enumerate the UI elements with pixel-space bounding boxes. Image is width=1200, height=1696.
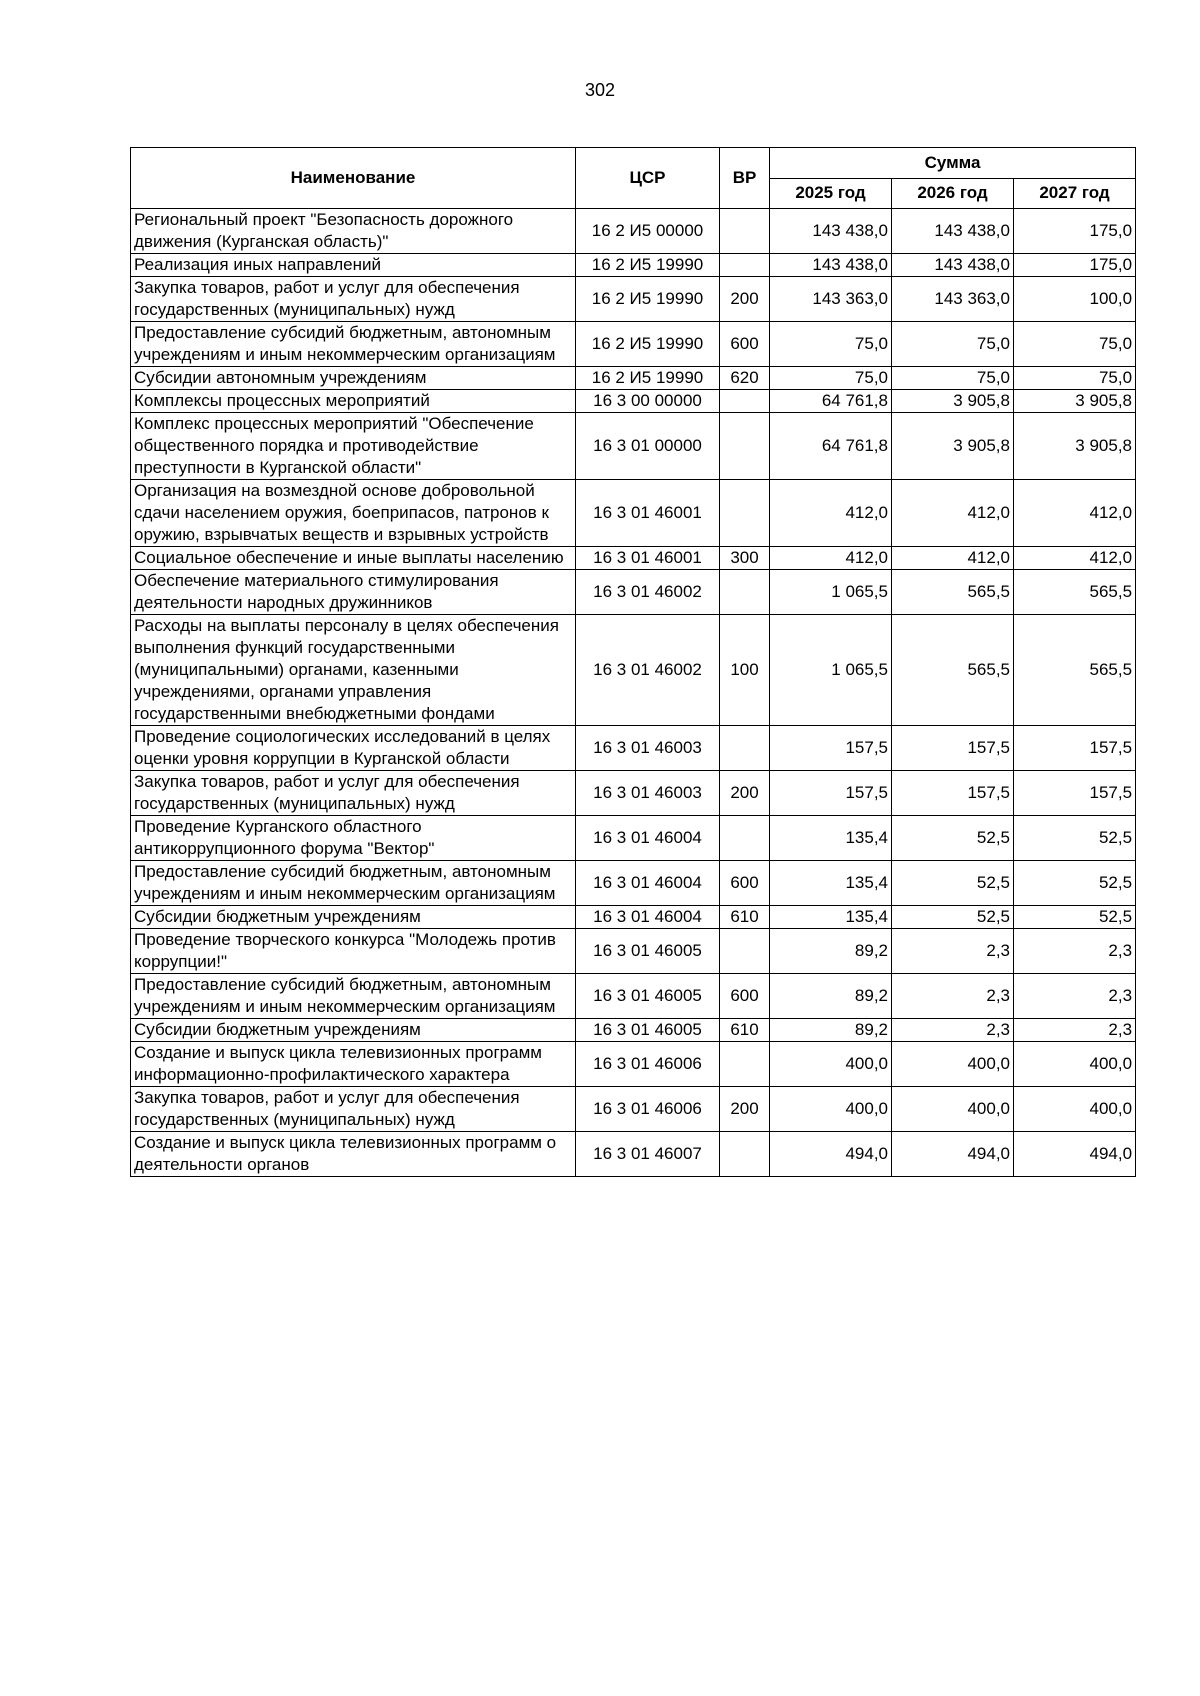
- table-row: [131, 861, 1136, 906]
- row-value-2026: 412,0: [892, 547, 1014, 570]
- table-row: [131, 413, 1136, 480]
- row-name: Субсидии бюджетным учреждениям: [131, 1019, 576, 1042]
- row-csr: 16 2 И5 00000: [576, 209, 720, 254]
- row-csr: 16 3 01 46001: [576, 547, 720, 570]
- page-number: 302: [584, 80, 616, 100]
- table-row: [131, 209, 1136, 254]
- table-body: [131, 209, 1136, 1177]
- row-value-2027: 75,0: [1014, 322, 1136, 367]
- row-value-2025: 89,2: [770, 929, 892, 974]
- table-row: [131, 367, 1136, 390]
- row-value-2027: 3 905,8: [1014, 413, 1136, 480]
- row-value-2026: 52,5: [892, 861, 1014, 906]
- row-value-2025: 64 761,8: [770, 390, 892, 413]
- row-name: Закупка товаров, работ и услуг для обеспечения государственных (муниципальных) нужд: [131, 277, 576, 322]
- header-year-2025: 2025 год: [770, 178, 892, 209]
- row-vr: [720, 1132, 770, 1177]
- row-value-2025: 1 065,5: [770, 615, 892, 726]
- row-csr: 16 3 01 46005: [576, 1019, 720, 1042]
- table-row: [131, 1132, 1136, 1177]
- row-vr: 200: [720, 771, 770, 816]
- row-vr: 100: [720, 615, 770, 726]
- row-value-2027: 157,5: [1014, 771, 1136, 816]
- row-value-2025: 135,4: [770, 816, 892, 861]
- row-name: Расходы на выплаты персоналу в целях обеспечения выполнения функций государственными (муниципальными) органами, казенными учреждениями, органами управления государственными внебюджетными фондами: [131, 615, 576, 726]
- table-row: [131, 615, 1136, 726]
- row-value-2026: 2,3: [892, 1019, 1014, 1042]
- row-value-2026: 75,0: [892, 322, 1014, 367]
- table-row: [131, 277, 1136, 322]
- table-row: [131, 570, 1136, 615]
- table-row: [131, 771, 1136, 816]
- table-row: [131, 726, 1136, 771]
- row-csr: 16 3 01 46004: [576, 861, 720, 906]
- row-csr: 16 3 00 00000: [576, 390, 720, 413]
- row-value-2025: 1 065,5: [770, 570, 892, 615]
- row-vr: 300: [720, 547, 770, 570]
- row-value-2027: 400,0: [1014, 1042, 1136, 1087]
- row-value-2025: 143 363,0: [770, 277, 892, 322]
- row-vr: 600: [720, 974, 770, 1019]
- row-csr: 16 3 01 46007: [576, 1132, 720, 1177]
- row-vr: 600: [720, 322, 770, 367]
- budget-table: [130, 147, 1136, 1177]
- row-value-2027: 565,5: [1014, 570, 1136, 615]
- row-value-2027: 52,5: [1014, 816, 1136, 861]
- row-csr: 16 2 И5 19990: [576, 277, 720, 322]
- row-value-2025: 143 438,0: [770, 254, 892, 277]
- row-value-2025: 75,0: [770, 322, 892, 367]
- row-name: Предоставление субсидий бюджетным, автономным учреждениям и иным некоммерческим организациям: [131, 861, 576, 906]
- row-name: Предоставление субсидий бюджетным, автономным учреждениям и иным некоммерческим организациям: [131, 322, 576, 367]
- row-csr: 16 3 01 46006: [576, 1042, 720, 1087]
- row-value-2025: 143 438,0: [770, 209, 892, 254]
- row-csr: 16 3 01 46001: [576, 480, 720, 547]
- row-value-2027: 175,0: [1014, 254, 1136, 277]
- row-value-2025: 135,4: [770, 906, 892, 929]
- row-vr: [720, 929, 770, 974]
- row-value-2026: 157,5: [892, 771, 1014, 816]
- row-csr: 16 2 И5 19990: [576, 254, 720, 277]
- header-row: [131, 148, 1136, 179]
- row-csr: 16 3 01 46004: [576, 816, 720, 861]
- row-value-2027: 2,3: [1014, 974, 1136, 1019]
- row-value-2026: 3 905,8: [892, 390, 1014, 413]
- row-value-2026: 565,5: [892, 570, 1014, 615]
- row-value-2025: 89,2: [770, 1019, 892, 1042]
- row-value-2025: 412,0: [770, 547, 892, 570]
- row-csr: 16 3 01 46004: [576, 906, 720, 929]
- row-name: Предоставление субсидий бюджетным, автономным учреждениям и иным некоммерческим организациям: [131, 974, 576, 1019]
- row-vr: [720, 726, 770, 771]
- row-value-2026: 143 438,0: [892, 209, 1014, 254]
- row-value-2026: 400,0: [892, 1087, 1014, 1132]
- row-value-2027: 412,0: [1014, 547, 1136, 570]
- table-row: [131, 322, 1136, 367]
- table-row: [131, 1042, 1136, 1087]
- row-value-2027: 52,5: [1014, 906, 1136, 929]
- row-vr: 200: [720, 277, 770, 322]
- row-name: Проведение творческого конкурса "Молодежь против коррупции!": [131, 929, 576, 974]
- row-name: Создание и выпуск цикла телевизионных программ информационно-профилактического характера: [131, 1042, 576, 1087]
- row-value-2027: 2,3: [1014, 1019, 1136, 1042]
- row-value-2025: 400,0: [770, 1087, 892, 1132]
- row-name: Организация на возмездной основе добровольной сдачи населением оружия, боеприпасов, патронов к оружию, взрывчатых веществ и взрывных устройств: [131, 480, 576, 547]
- table-row: [131, 1019, 1136, 1042]
- header-vr: ВР: [720, 148, 770, 209]
- row-value-2027: 565,5: [1014, 615, 1136, 726]
- row-vr: [720, 816, 770, 861]
- row-value-2027: 494,0: [1014, 1132, 1136, 1177]
- row-value-2026: 2,3: [892, 929, 1014, 974]
- row-value-2025: 89,2: [770, 974, 892, 1019]
- header-year-2027: 2027 год: [1014, 178, 1136, 209]
- row-value-2026: 143 438,0: [892, 254, 1014, 277]
- row-name: Создание и выпуск цикла телевизионных программ о деятельности органов: [131, 1132, 576, 1177]
- row-value-2026: 75,0: [892, 367, 1014, 390]
- table-row: [131, 906, 1136, 929]
- row-vr: [720, 390, 770, 413]
- row-value-2025: 157,5: [770, 771, 892, 816]
- row-vr: 610: [720, 906, 770, 929]
- row-name: Реализация иных направлений: [131, 254, 576, 277]
- row-value-2025: 64 761,8: [770, 413, 892, 480]
- header-csr: ЦСР: [576, 148, 720, 209]
- header-name: Наименование: [131, 148, 576, 209]
- row-vr: [720, 480, 770, 547]
- table-row: [131, 974, 1136, 1019]
- row-value-2027: 2,3: [1014, 929, 1136, 974]
- row-csr: 16 3 01 46006: [576, 1087, 720, 1132]
- table-row: [131, 1087, 1136, 1132]
- row-name: Региональный проект "Безопасность дорожного движения (Курганская область)": [131, 209, 576, 254]
- table-row: [131, 254, 1136, 277]
- table-row: [131, 480, 1136, 547]
- row-name: Субсидии автономным учреждениям: [131, 367, 576, 390]
- row-csr: 16 3 01 00000: [576, 413, 720, 480]
- row-vr: 600: [720, 861, 770, 906]
- row-vr: 620: [720, 367, 770, 390]
- row-vr: [720, 254, 770, 277]
- row-name: Комплексы процессных мероприятий: [131, 390, 576, 413]
- row-vr: [720, 413, 770, 480]
- row-value-2027: 412,0: [1014, 480, 1136, 547]
- row-value-2026: 3 905,8: [892, 413, 1014, 480]
- row-value-2027: 175,0: [1014, 209, 1136, 254]
- row-value-2026: 157,5: [892, 726, 1014, 771]
- table-row: [131, 929, 1136, 974]
- row-csr: 16 3 01 46005: [576, 974, 720, 1019]
- row-value-2026: 412,0: [892, 480, 1014, 547]
- row-value-2026: 2,3: [892, 974, 1014, 1019]
- row-value-2026: 52,5: [892, 906, 1014, 929]
- row-csr: 16 3 01 46003: [576, 726, 720, 771]
- row-csr: 16 3 01 46003: [576, 771, 720, 816]
- row-csr: 16 3 01 46005: [576, 929, 720, 974]
- row-name: Комплекс процессных мероприятий "Обеспечение общественного порядка и противодействие преступности в Курганской области": [131, 413, 576, 480]
- table-row: [131, 816, 1136, 861]
- row-value-2025: 157,5: [770, 726, 892, 771]
- row-value-2027: 75,0: [1014, 367, 1136, 390]
- row-csr: 16 2 И5 19990: [576, 322, 720, 367]
- row-value-2026: 400,0: [892, 1042, 1014, 1087]
- row-value-2027: 52,5: [1014, 861, 1136, 906]
- row-value-2026: 565,5: [892, 615, 1014, 726]
- row-value-2027: 100,0: [1014, 277, 1136, 322]
- row-vr: 200: [720, 1087, 770, 1132]
- row-vr: 610: [720, 1019, 770, 1042]
- row-name: Проведение Курганского областного антикоррупционного форума "Вектор": [131, 816, 576, 861]
- row-name: Социальное обеспечение и иные выплаты населению: [131, 547, 576, 570]
- row-name: Обеспечение материального стимулирования деятельности народных дружинников: [131, 570, 576, 615]
- header-sum: Сумма: [770, 148, 1136, 179]
- row-value-2025: 135,4: [770, 861, 892, 906]
- row-name: Проведение социологических исследований в целях оценки уровня коррупции в Курганской области: [131, 726, 576, 771]
- row-value-2026: 52,5: [892, 816, 1014, 861]
- row-csr: 16 3 01 46002: [576, 570, 720, 615]
- row-value-2025: 494,0: [770, 1132, 892, 1177]
- table-row: [131, 390, 1136, 413]
- row-name: Закупка товаров, работ и услуг для обеспечения государственных (муниципальных) нужд: [131, 771, 576, 816]
- row-value-2025: 400,0: [770, 1042, 892, 1087]
- header-year-2026: 2026 год: [892, 178, 1014, 209]
- row-value-2025: 412,0: [770, 480, 892, 547]
- row-value-2025: 75,0: [770, 367, 892, 390]
- table-row: [131, 547, 1136, 570]
- row-value-2026: 143 363,0: [892, 277, 1014, 322]
- row-vr: [720, 209, 770, 254]
- row-value-2027: 157,5: [1014, 726, 1136, 771]
- row-name: Субсидии бюджетным учреждениям: [131, 906, 576, 929]
- row-vr: [720, 1042, 770, 1087]
- row-vr: [720, 570, 770, 615]
- row-name: Закупка товаров, работ и услуг для обеспечения государственных (муниципальных) нужд: [131, 1087, 576, 1132]
- row-value-2026: 494,0: [892, 1132, 1014, 1177]
- row-value-2027: 3 905,8: [1014, 390, 1136, 413]
- row-value-2027: 400,0: [1014, 1087, 1136, 1132]
- row-csr: 16 3 01 46002: [576, 615, 720, 726]
- row-csr: 16 2 И5 19990: [576, 367, 720, 390]
